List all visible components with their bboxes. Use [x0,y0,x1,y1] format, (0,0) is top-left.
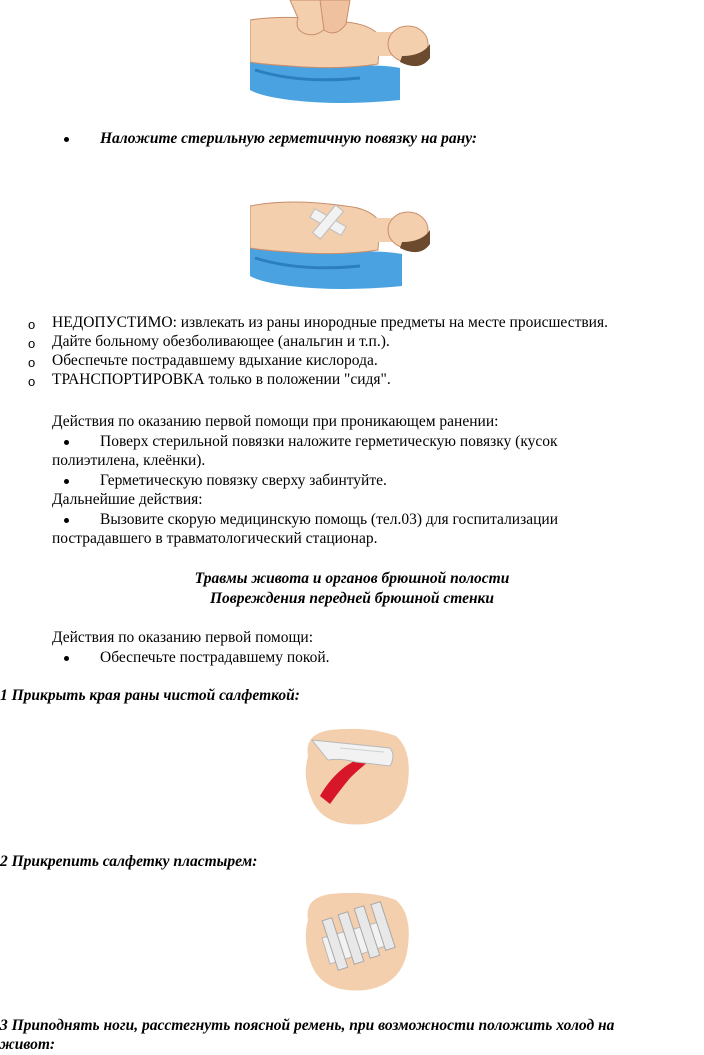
bullet-dot [64,137,69,142]
further-actions-label: Дальнейшие действия: [52,491,203,508]
chest-compression-illustration [250,0,430,106]
step-heading: 2 Прикрепить салфетку пластырем: [0,853,258,870]
warning-item: НЕДОПУСТИМО: извлекать из раны инородные предметы на месте происшествия. [52,314,608,331]
plaster-fixation-illustration [300,890,412,994]
warning-item: Обеспечьте пострадавшему вдыхание кислорода. [52,352,378,369]
section-heading: Наложите стерильную герметичную повязку на рану: [100,130,478,147]
warning-item: ТРАНСПОРТИРОВКА только в положении "сидя". [52,371,391,388]
action-item: Герметическую повязку сверху забинтуйте. [100,472,387,489]
wound-cover-illustration [300,726,412,828]
step-heading: 1 Прикрыть края раны чистой салфеткой: [0,687,300,704]
bullet-dot [64,440,69,445]
list-marker: o [28,374,36,389]
sealed-dressing-illustration [250,182,430,292]
list-marker: o [28,336,36,351]
action-item: Поверх стерильной повязки наложите герметическую повязку (кусок [100,433,558,450]
bullet-dot [64,479,69,484]
section-title: Травмы живота и органов брюшной полости [194,570,510,587]
bullet-dot [64,656,69,661]
section-subtitle: Повреждения передней брюшной стенки [209,590,495,607]
list-marker: o [28,355,36,370]
abdomen-item: Обеспечьте пострадавшему покой. [100,649,330,666]
warning-item: Дайте больному обезболивающее (анальгин и т.п.). [52,333,390,350]
action-item: Вызовите скорую медицинскую помощь (тел.03) для госпитализации [100,511,558,528]
step-heading: 3 Приподнять ноги, расстегнуть поясной ремень, при возможности положить холод на [0,1017,615,1034]
actions-intro: Действия по оказанию первой помощи при проникающем ранении: [52,413,499,430]
step-heading-cont: живот: [0,1036,56,1053]
list-marker: o [28,317,36,332]
abdomen-intro: Действия по оказанию первой помощи: [52,629,314,646]
action-item-cont: полиэтилена, клеёнки). [52,452,206,469]
bullet-dot [64,518,69,523]
action-item-cont: пострадавшего в травматологический стационар. [52,530,378,547]
